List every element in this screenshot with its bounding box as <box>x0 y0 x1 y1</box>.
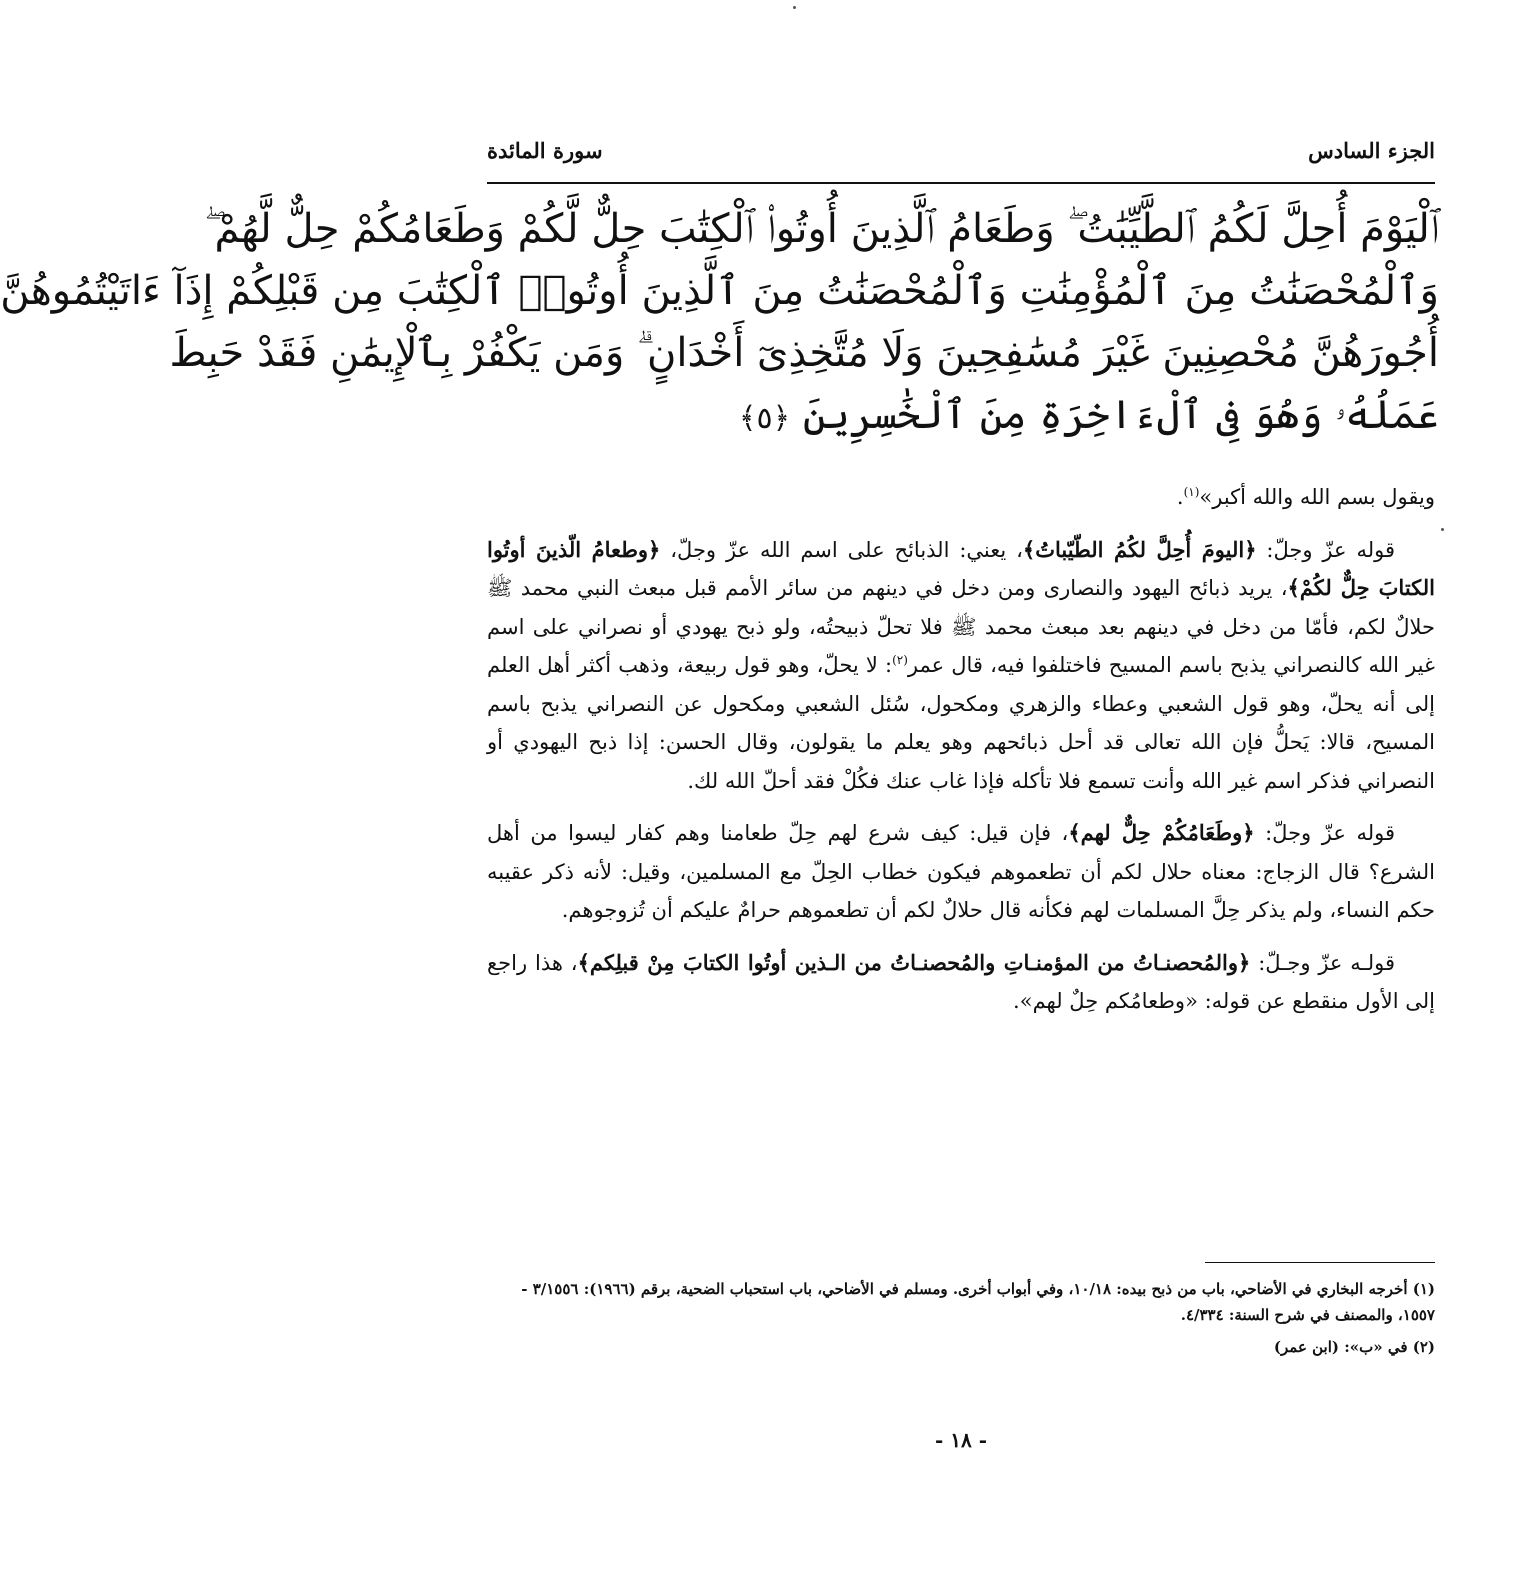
scan-speck <box>793 6 796 9</box>
paragraph-text: ، فإن قيل: كيف شرع لهم حِلّ طعامنا وهم كفار ليسوا من أهل الشرع؟ قال الزجاج: معناه حلال لكم أن تطعموهم فيكون خطاب الحِلّ مع المسلمين، وقيل: لأنه ذكر عقيبه حكم النساء، ولم يذكر حِلَّ المسلمات لهم فكأنه قال حلالٌ لكم أن تطعموهم حرامٌ عليكم أن تُزوجوهم. <box>487 821 1435 922</box>
paragraph-text: : لا يحلّ، وهو قول ربيعة، وذهب أكثر أهل العلم إلى أنه يحلّ، وهو قول الشعبي وعطاء والزهري ومكحول، سُئل الشعبي ومكحول عن النصراني يذبح باسم المسيح، قالا: يَحلُّ فإن الله تعالى قد أحل ذبائحهم وهو يعلم ما يقولون، وقال الحسن: إذا ذبح اليهودي أو النصراني فذكر اسم غير الله وأنت تسمع فلا تأكله فإذا غاب عنك فكُلْ فقد أحلّ الله لك. <box>487 653 1435 793</box>
header-surah-title: سورة المائدة <box>487 138 603 163</box>
page-number: - ١٨ - <box>934 1428 987 1452</box>
quran-verse <box>0 198 1439 450</box>
verse-line: أُجُورَهُنَّ مُحْصِنِينَ غَيْرَ مُسَٰفِحِينَ وَلَا مُتَّخِذِىٓ أَخْدَانٍ ۗ وَمَن يَكْفُرْ بِٱلْإِيمَٰنِ فَقَدْ حَبِطَ <box>169 330 1439 376</box>
paragraph <box>487 814 1435 930</box>
paragraph <box>487 531 1435 801</box>
footnote-ref[interactable]: (١) <box>1183 485 1200 499</box>
paragraph-text: ، هذا راجع إلى الأول منقطع عن قوله: «وطعامُكم حِلٌ لهم». <box>487 950 1435 1013</box>
verse-line: وَٱلْمُحْصَنَٰتُ مِنَ ٱلْمُؤْمِنَٰتِ وَٱلْمُحْصَنَٰتُ مِنَ ٱلَّذِينَ أُوتُوا۟ ٱلْكِتَٰبَ مِن قَبْلِكُمْ إِذَآ ءَاتَيْتُمُوهُنَّ <box>0 268 1439 314</box>
quran-quote: ﴿وطعامُ الّذينَ أوتُوا الكتابَ حِلٌّ لكُمْ﴾ <box>487 536 1435 600</box>
header-part-title: الجزء السادس <box>1308 138 1435 163</box>
paragraph-text: . <box>1176 485 1184 509</box>
footnotes <box>487 1276 1435 1366</box>
quran-quote: ﴿اليومَ أُحِلَّ لكُمُ الطّيّباتُ﴾ <box>1022 536 1257 562</box>
quran-quote: ﴿وطَعَامُكُمْ حِلٌّ لهم﴾ <box>1068 820 1255 845</box>
footnote-item: (٢) في «ب»: (ابن عمر) <box>1273 1338 1435 1356</box>
commentary-body <box>487 478 1435 1035</box>
paragraph-text: ويقول بسم الله والله أكبر» <box>1199 485 1435 509</box>
footnote-rule <box>1205 1262 1435 1263</box>
running-header <box>487 138 1435 163</box>
paragraph-text: قوله عزّ وجلّ: <box>1256 537 1395 562</box>
verse-line-last <box>483 384 1439 450</box>
paragraph-text: ، يعني: الذبائح على اسم الله عزّ وجلّ، <box>660 537 1023 562</box>
header-rule <box>487 182 1435 184</box>
scan-speck <box>1441 528 1444 531</box>
paragraph-text: ، يريد ذبائح اليهود والنصارى ومن دخل في دينهم من سائر الأمم قبل مبعث النبي محمد ﷺ حلالٌ لكم، فأمّا من دخل في دينهم بعد مبعث محمد ﷺ فلا تحلّ ذبيحتُه، ولو ذبح يهودي أو نصراني على اسم غير الله كالنصراني يذبح باسم المسيح فاختلفوا فيه، قال عمر <box>487 576 1435 677</box>
verse-line-text: عَمَلُهُۥ وَهُوَ فِى ٱلْءَاخِرَةِ مِنَ ٱلْخَٰسِرِينَ <box>802 392 1439 438</box>
verse-line: ٱلْيَوْمَ أُحِلَّ لَكُمُ ٱلطَّيِّبَٰتُ ۖ وَطَعَامُ ٱلَّذِينَ أُوتُوا۟ ٱلْكِتَٰبَ حِلٌّ لَّكُمْ وَطَعَامُكُمْ حِلٌّ لَّهُمْ ۖ <box>204 206 1439 252</box>
paragraph <box>487 478 1435 517</box>
paragraph-text: قولـه عزّ وجـلّ: <box>1250 950 1395 975</box>
verse-end-mark: ﴿٥﴾ <box>738 401 791 436</box>
paragraph <box>487 944 1435 1021</box>
footnote-ref[interactable]: (٢) <box>892 653 908 667</box>
paragraph-text: قوله عزّ وجلّ: <box>1254 821 1395 845</box>
footnote-item: (١) أخرجه البخاري في الأضاحي، باب من ذبح بيده: ١٠/١٨، وفي أبواب أخرى. ومسلم في الأضاحي، باب استحباب الضحية، برقم (١٩٦٦): ٣/١٥٥٦ - ١٥٥٧، والمصنف في شرح السنة: ٤/٣٣٤. <box>521 1280 1435 1324</box>
quran-quote: ﴿والمُحصنـاتُ من المؤمنـاتِ والمُحصنـاتُ من الـذين أوتُوا الكتابَ مِنْ قبلِكم﴾ <box>577 949 1251 975</box>
